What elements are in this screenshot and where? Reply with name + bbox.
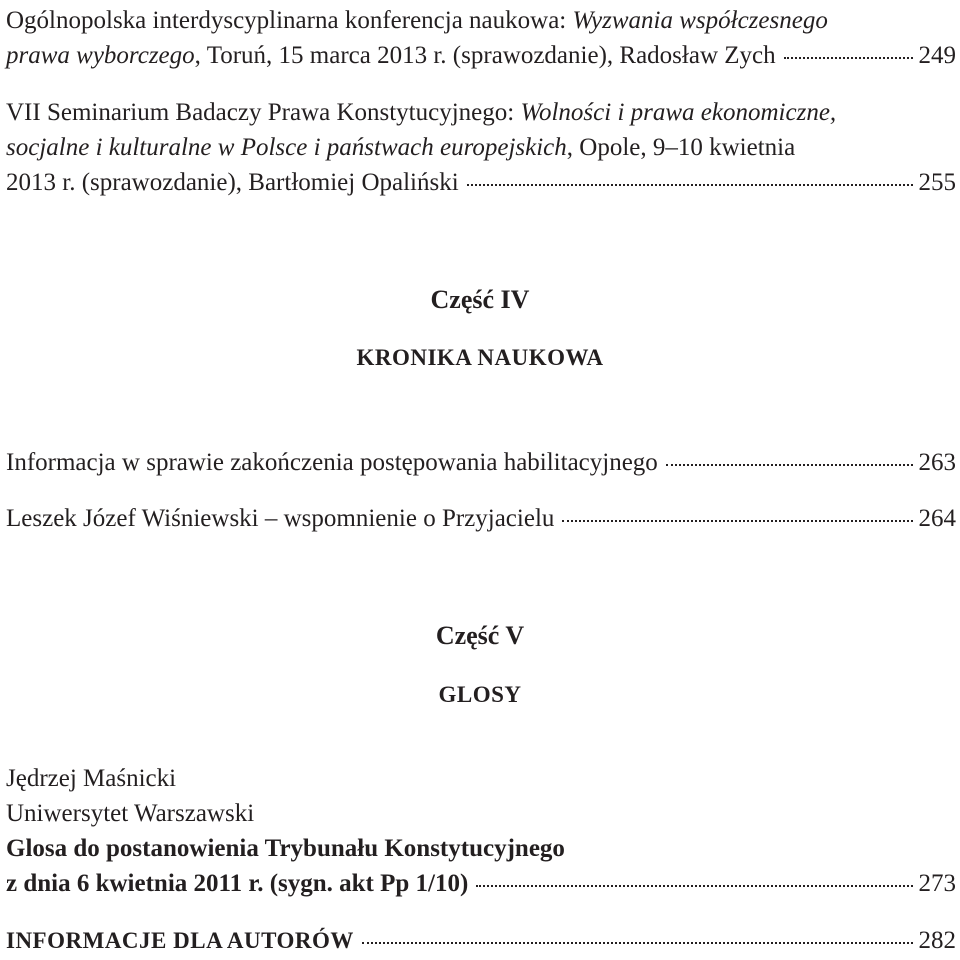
entry-title-italic: socjalne i kulturalne w Polsce i państwach europejskich — [6, 134, 567, 161]
part-4-heading: Część IV — [430, 285, 530, 314]
entry-text: Ogólnopolska interdyscyplinarna konferencja naukowa: — [6, 7, 573, 34]
dot-leader — [362, 942, 913, 944]
gloss-affiliation: Uniwersytet Warszawski — [6, 800, 255, 827]
part-5-heading: Część V — [435, 621, 525, 650]
gloss-title-line-1: Glosa do postanowienia Trybunału Konstytucyjnego — [6, 835, 565, 862]
toc-entry-authors-info — [6, 922, 956, 960]
toc-entry-seminar-line-1 — [6, 94, 956, 132]
part-4-subtitle: KRONIKA NAUKOWA — [356, 345, 604, 370]
entry-text: prawa wyborczego, Toruń, 15 marca 2013 r. (sprawozdanie), Radosław Zych — [6, 42, 776, 69]
toc-entry-seminar-line-3 — [6, 164, 956, 202]
gloss-title-line-2 — [6, 865, 956, 903]
dot-leader — [784, 57, 913, 59]
toc-entry-seminar-line-2 — [6, 129, 956, 167]
dot-leader — [562, 520, 912, 522]
entry-title-italic: Wyzwania współczesnego — [572, 7, 828, 34]
toc-entry-memorial — [6, 500, 956, 538]
page-number: 264 — [918, 505, 956, 532]
entry-text: z dnia 6 kwietnia 2011 r. (sygn. akt Pp 1/10) — [6, 870, 469, 897]
page-number: 282 — [918, 927, 956, 954]
part-5-subtitle: GLOSY — [438, 682, 522, 707]
entry-text: INFORMACJE DLA AUTORÓW — [6, 928, 354, 953]
entry-text: VII Seminarium Badaczy Prawa Konstytucyjnego: — [6, 99, 521, 126]
dot-leader — [476, 885, 912, 887]
page-number: 249 — [918, 42, 956, 69]
entry-text: Leszek Józef Wiśniewski – wspomnienie o Przyjacielu — [6, 505, 555, 532]
entry-title-italic: prawa wyborczego — [6, 42, 195, 69]
toc-entry-habilitation — [6, 444, 956, 482]
gloss-author: Jędrzej Maśnicki — [6, 765, 177, 792]
page-number: 255 — [918, 169, 956, 196]
entry-text: , Opole, 9–10 kwietnia — [566, 134, 796, 161]
page-number: 273 — [918, 870, 956, 897]
toc-entry-conference-line-2 — [6, 37, 956, 75]
dot-leader — [666, 464, 913, 466]
entry-title-italic: Wolności i prawa ekonomiczne, — [520, 99, 837, 126]
dot-leader — [467, 184, 913, 186]
entry-text: 2013 r. (sprawozdanie), Bartłomiej Opaliński — [6, 169, 459, 196]
toc-entry-conference-line-1 — [6, 2, 956, 40]
page-number: 263 — [918, 449, 956, 476]
entry-text: Informacja w sprawie zakończenia postępowania habilitacyjnego — [6, 449, 658, 476]
